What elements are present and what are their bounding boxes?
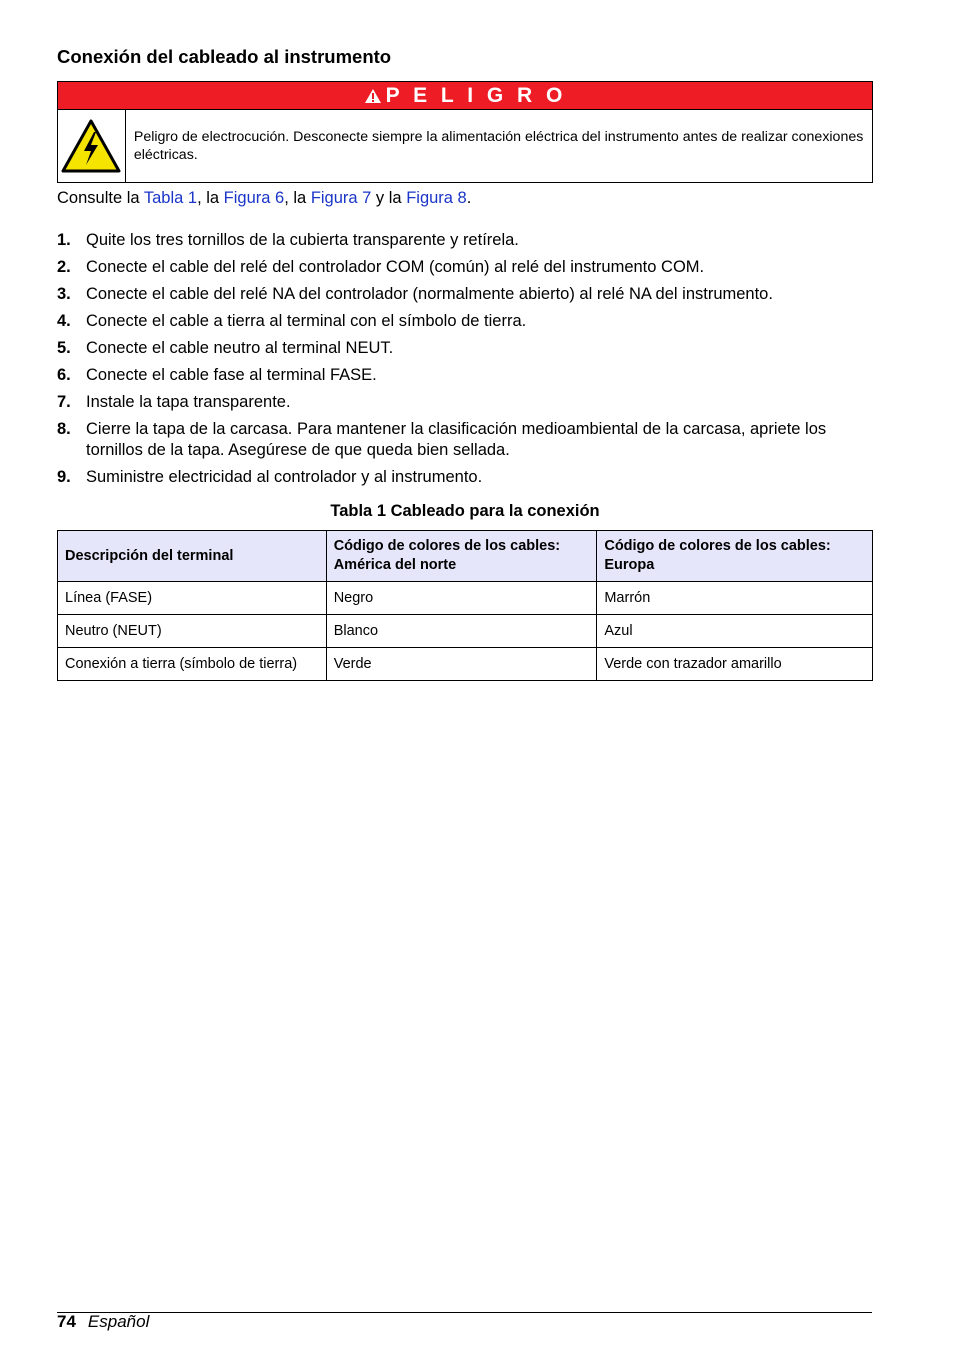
step-item: 7. Instale la tapa transparente.	[57, 393, 291, 411]
steps-list	[57, 230, 857, 494]
footer-divider	[57, 1312, 872, 1313]
step-item: 9. Suministre electricidad al controlador y al instrumento.	[57, 468, 483, 486]
step-item: 3. Conecte el cable del relé NA del controlador (normalmente abierto) al relé NA del instrumento.	[57, 285, 773, 303]
table-header-cell: Código de colores de los cables: América del norte	[326, 531, 597, 582]
step-item: 2. Conecte el cable del relé del controlador COM (común) al relé del instrumento COM.	[57, 258, 705, 276]
page-number: 74	[57, 1312, 76, 1331]
table-cell: Neutro (NEUT)	[58, 615, 327, 648]
table-cell: Negro	[326, 582, 597, 615]
table-header-row	[58, 531, 873, 582]
table-cell: Verde con trazador amarillo	[597, 648, 873, 681]
step-item: 6. Conecte el cable fase al terminal FASE.	[57, 366, 377, 384]
wiring-table	[57, 530, 873, 681]
link-figura-7[interactable]: Figura 7	[310, 189, 372, 207]
section-title: Conexión del cableado al instrumento	[57, 46, 392, 67]
link-figura-8[interactable]: Figura 8	[406, 189, 467, 207]
link-figura-6[interactable]: Figura 6	[223, 189, 285, 207]
danger-notice	[57, 81, 873, 183]
table-row	[58, 648, 873, 681]
footer-language: Español	[87, 1312, 150, 1331]
danger-message: Peligro de electrocución. Desconecte siempre la alimentación eléctrica del instrumento antes de realizar conexiones eléctricas.	[133, 129, 864, 163]
table-row	[58, 582, 873, 615]
table-cell: Verde	[326, 648, 597, 681]
danger-header	[58, 82, 872, 110]
step-item: 1. Quite los tres tornillos de la cubierta transparente y retírela.	[57, 231, 519, 249]
table-cell: Marrón	[597, 582, 873, 615]
table-cell: Línea (FASE)	[58, 582, 327, 615]
page-footer	[57, 1312, 149, 1332]
intro-paragraph: Consulte la Tabla 1, la Figura 6, la Figura 7 y la Figura 8.	[57, 189, 472, 207]
electric-shock-warning-icon	[60, 118, 122, 174]
warning-triangle-icon	[364, 88, 382, 104]
table-cell: Conexión a tierra (símbolo de tierra)	[58, 648, 327, 681]
link-tabla-1[interactable]: Tabla 1	[143, 189, 198, 207]
step-item: 5. Conecte el cable neutro al terminal NEUT.	[57, 339, 394, 357]
table-row	[58, 615, 873, 648]
step-item: 8. Cierre la tapa de la carcasa. Para mantener la clasificación medioambiental de la carcasa, apriete los tornillos de la tapa. Asegúrese de que queda bien sellada.	[57, 420, 827, 459]
table-header-cell: Código de colores de los cables: Europa	[597, 531, 873, 582]
danger-label: P E L I G R O	[385, 83, 567, 107]
table-header-cell: Descripción del terminal	[58, 531, 327, 582]
table-cell: Blanco	[326, 615, 597, 648]
table-caption: Tabla 1 Cableado para la conexión	[330, 502, 600, 520]
table-cell: Azul	[597, 615, 873, 648]
step-item: 4. Conecte el cable a tierra al terminal con el símbolo de tierra.	[57, 312, 527, 330]
